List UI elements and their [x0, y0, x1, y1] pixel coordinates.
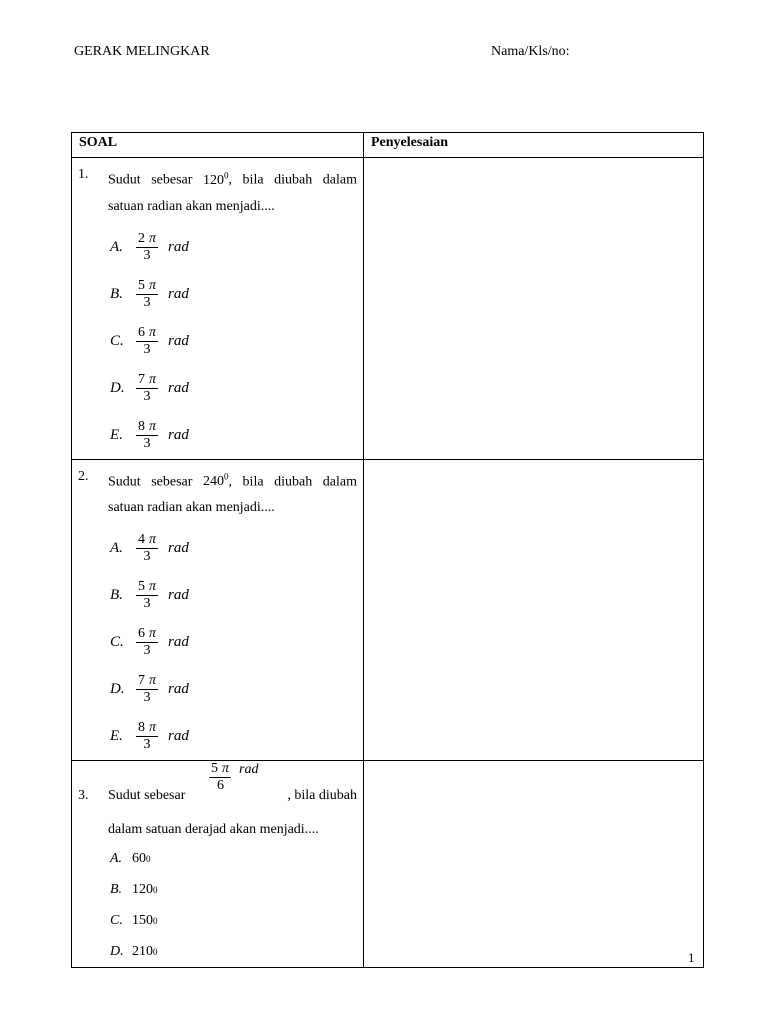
question-text-line2: dalam satuan derajad akan menjadi....: [108, 822, 319, 838]
fraction: [136, 532, 158, 565]
angle-number: 240: [203, 474, 224, 490]
question-text: [108, 162, 357, 220]
option-label: E.: [110, 426, 123, 443]
unit: rad: [168, 285, 189, 302]
denominator: 3: [143, 388, 151, 404]
angle-value: [203, 170, 229, 188]
fraction: [136, 673, 158, 706]
denominator: 3: [143, 294, 151, 310]
question-1: [72, 158, 363, 459]
numerator: 5: [138, 277, 145, 293]
question-text: [108, 783, 357, 809]
option-b: [110, 271, 363, 318]
question-text-before: Sudut sebesar: [108, 172, 193, 188]
question-text-after: , bila diubah dalam satuan radian akan menjadi....: [108, 474, 357, 516]
option-d: [110, 365, 363, 412]
question-number: 1.: [78, 167, 89, 182]
option-c: [110, 905, 363, 936]
question-text-before: Sudut sebesar: [108, 788, 186, 804]
pi-symbol: π: [149, 230, 157, 246]
fraction: [136, 419, 158, 452]
option-label: B.: [110, 881, 123, 897]
numerator: 5: [211, 761, 218, 777]
unit: rad: [168, 379, 189, 396]
option-e: [110, 412, 363, 459]
pi-symbol: π: [149, 324, 157, 340]
option-label: E.: [110, 728, 123, 745]
question-cell-1: [72, 158, 364, 460]
question-3-header: [72, 761, 363, 817]
question-3: [72, 761, 363, 967]
fraction: [136, 720, 158, 753]
question-number: 2.: [78, 468, 89, 484]
question-2: [72, 460, 363, 761]
document-title: GERAK MELINGKAR: [74, 44, 210, 59]
numerator: 6: [138, 324, 145, 340]
fraction: [136, 278, 158, 311]
unit: rad: [168, 681, 189, 698]
numerator: 7: [138, 371, 145, 387]
denominator: 3: [143, 596, 151, 612]
denominator: 3: [143, 643, 151, 659]
numerator: 8: [138, 720, 145, 736]
denominator: 3: [143, 247, 151, 263]
numerator: 7: [138, 673, 145, 689]
degree-mark: 0: [153, 946, 158, 957]
unit: rad: [168, 634, 189, 651]
question-text: [108, 464, 357, 522]
option-value: 120: [132, 881, 153, 897]
angle-number: 120: [203, 172, 224, 188]
angle-value: [203, 471, 229, 490]
option-value: 150: [132, 912, 153, 928]
fraction: [136, 372, 158, 405]
option-b: [110, 572, 363, 619]
option-label: A.: [110, 238, 123, 255]
question-number: 3.: [78, 788, 89, 804]
unit: rad: [168, 426, 189, 443]
pi-symbol: π: [222, 761, 230, 777]
option-value: 210: [132, 943, 153, 959]
answer-cell-2[interactable]: [364, 459, 704, 761]
pi-symbol: π: [149, 720, 157, 736]
answer-cell-3[interactable]: [364, 761, 704, 968]
option-label: C.: [110, 912, 123, 928]
unit: rad: [168, 238, 189, 255]
fraction: [136, 325, 158, 358]
unit: rad: [168, 540, 189, 557]
question-text-after: , bila diubah dalam satuan radian akan menjadi....: [108, 172, 357, 214]
numerator: 6: [138, 626, 145, 642]
option-label: B.: [110, 587, 123, 604]
unit: rad: [168, 728, 189, 745]
fraction: [136, 626, 158, 659]
option-d: [110, 936, 363, 967]
column-header-soal: SOAL: [72, 133, 364, 158]
option-d: [110, 666, 363, 713]
pi-symbol: π: [149, 532, 157, 548]
question-cell-2: [72, 459, 364, 761]
fraction: [136, 579, 158, 612]
pi-symbol: π: [149, 418, 157, 434]
name-class-number-field: Nama/Kls/no:: [491, 44, 570, 59]
page-number: 1: [688, 950, 695, 965]
denominator: 6: [217, 778, 224, 794]
denominator: 3: [143, 737, 151, 753]
numerator: 8: [138, 418, 145, 434]
question-text-after: , bila diubah: [287, 788, 357, 804]
option-label: D.: [110, 943, 124, 959]
column-header-penyelesaian: Penyelesaian: [364, 133, 704, 158]
option-label: C.: [110, 332, 124, 349]
unit: rad: [168, 332, 189, 349]
option-b: [110, 874, 363, 905]
denominator: 3: [143, 549, 151, 565]
numerator: 4: [138, 532, 145, 548]
denominator: 3: [143, 435, 151, 451]
numerator: 5: [138, 579, 145, 595]
question-table: [71, 132, 704, 968]
option-label: D.: [110, 681, 125, 698]
option-a: [110, 843, 363, 874]
option-label: D.: [110, 379, 125, 396]
pi-symbol: π: [149, 579, 157, 595]
option-c: [110, 318, 363, 365]
option-c: [110, 619, 363, 666]
pi-symbol: π: [149, 673, 157, 689]
denominator: 3: [143, 341, 151, 357]
pi-symbol: π: [149, 626, 157, 642]
answer-cell-1[interactable]: [364, 158, 704, 460]
option-label: C.: [110, 634, 124, 651]
question-cell-3: [72, 761, 364, 968]
degree-mark: 0: [153, 915, 158, 926]
fraction: [136, 231, 158, 264]
option-e: [110, 713, 363, 760]
option-a: [110, 224, 363, 271]
unit: rad: [168, 587, 189, 604]
degree-mark: 0: [146, 853, 151, 864]
option-value: 60: [132, 850, 146, 866]
option-label: B.: [110, 285, 123, 302]
option-label: A.: [110, 850, 123, 866]
degree-mark: 0: [224, 471, 229, 482]
denominator: 3: [143, 690, 151, 706]
degree-mark: 0: [224, 170, 229, 180]
unit: rad: [239, 761, 259, 777]
question-text-before: Sudut sebesar: [108, 474, 193, 490]
pi-symbol: π: [149, 371, 157, 387]
pi-symbol: π: [149, 277, 157, 293]
option-a: [110, 525, 363, 572]
option-label: A.: [110, 540, 123, 557]
numerator: 2: [138, 230, 145, 246]
degree-mark: 0: [153, 884, 158, 895]
